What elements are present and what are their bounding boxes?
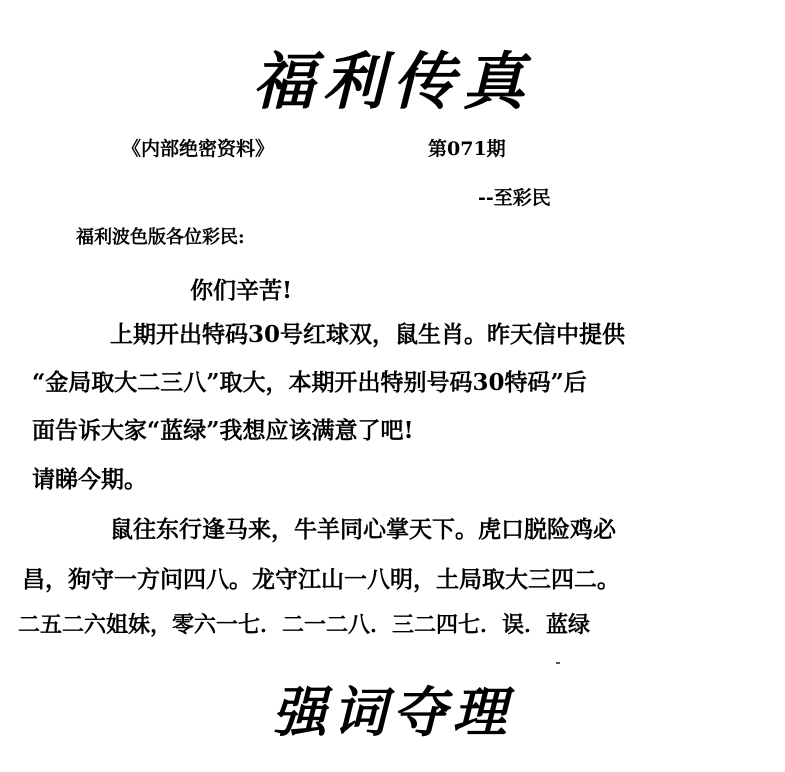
letter-line: 面告诉大家“蓝绿”我想应该满意了吧! xyxy=(32,417,414,444)
sender-line: --至彩民 xyxy=(478,187,551,209)
salutation: 福利波色版各位彩民: xyxy=(76,227,245,248)
letter-line: 鼠往东行逢马来，牛羊同心掌天下。虎口脱险鸡必 xyxy=(110,516,616,543)
letter-line: 昌，狗守一方问四八。龙守江山一八明，土局取大三四二。 xyxy=(22,566,620,593)
letter-line: 上期开出特码30号红球双，鼠生肖。昨天信中提供 xyxy=(110,321,626,348)
letter-line: 二五二六姐妹，零六一七．二一二八．三二四七．误．蓝绿 xyxy=(18,612,591,638)
letter-line: “金局取大二三八”取大，本期开出特别号码30特码”后 xyxy=(32,369,587,396)
page-title: 福利传真 xyxy=(252,45,533,118)
greeting: 你们辛苦! xyxy=(190,277,293,304)
letter-line: 请睇今期。 xyxy=(32,466,147,493)
issue-number: 第071期 xyxy=(428,138,506,160)
document-subtitle: 《内部绝密资料》 xyxy=(122,138,275,160)
scan-speck xyxy=(556,662,560,664)
footer-title: 强词夺理 xyxy=(272,680,513,744)
